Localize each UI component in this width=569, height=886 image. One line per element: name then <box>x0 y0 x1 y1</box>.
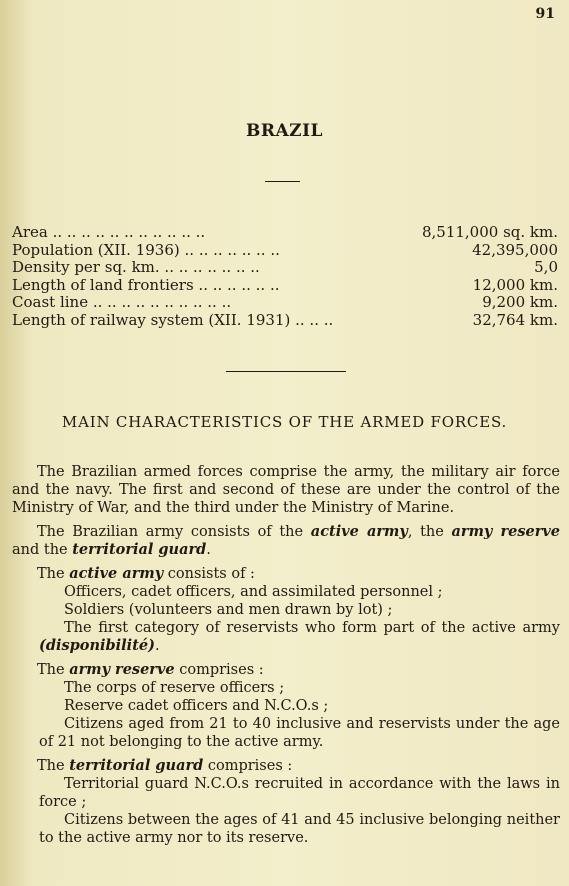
stat-value: 42,395,000 <box>472 240 558 259</box>
list-item: Soldiers (volunteers and men drawn by lot) ; <box>64 602 393 618</box>
stat-label: Density per sq. km. .. .. .. .. .. .. .. <box>12 258 260 276</box>
stat-label: Population (XII. 1936) .. .. .. .. .. .. .. <box>12 240 280 259</box>
title-divider <box>265 181 300 182</box>
stat-row-population <box>12 242 558 260</box>
stat-value: 32,764 km. <box>472 310 558 329</box>
list-item: Citizens between the ages of 41 and 45 inclusive belonging neither to the active army nor to its reserve. <box>39 812 560 846</box>
section-divider <box>226 371 346 372</box>
stat-value: 9,200 km. <box>482 293 558 311</box>
stat-label: Area .. .. .. .. .. .. .. .. .. .. .. <box>12 223 206 241</box>
stat-row-density <box>12 259 558 277</box>
stat-label: Length of land frontiers .. .. .. .. .. .. <box>12 275 280 294</box>
territorial-guard-intro: The territorial guard comprises : <box>37 757 293 774</box>
stat-row-railway <box>12 312 558 330</box>
stat-row-coast-line <box>12 294 558 312</box>
statistics-table <box>12 224 558 329</box>
army-reserve-section <box>12 661 560 751</box>
stat-label: Coast line .. .. .. .. .. .. .. .. .. .. <box>12 293 232 311</box>
paragraph-armed-forces: The Brazilian armed forces comprise the army, the military air force and the navy. The first and second of these are under the control of the Ministry of War, and the third under the Ministry of Marine. <box>12 464 560 516</box>
section-heading: MAIN CHARACTERISTICS OF THE ARMED FORCES. <box>61 413 508 431</box>
stat-row-area <box>12 224 558 242</box>
list-item: The first category of reservists who form part of the active army (disponibilité). <box>39 620 560 654</box>
list-item: Officers, cadet officers, and assimilated personnel ; <box>64 584 443 600</box>
stat-value: 12,000 km. <box>472 275 558 294</box>
stat-value: 5,0 <box>534 258 558 276</box>
active-army-intro: The active army consists of : <box>37 565 255 582</box>
page-title: BRAZIL <box>245 121 323 141</box>
list-item: Territorial guard N.C.O.s recruited in accordance with the laws in force ; <box>39 776 560 810</box>
stat-label: Length of railway system (XII. 1931) .. .. .. <box>12 310 334 329</box>
stat-row-land-frontiers <box>12 277 558 295</box>
active-army-section <box>12 565 560 655</box>
list-item: The corps of reserve officers ; <box>64 680 285 696</box>
list-item: Reserve cadet officers and N.C.O.s ; <box>64 698 329 714</box>
army-reserve-intro: The army reserve comprises : <box>37 661 264 678</box>
page-number: 91 <box>535 6 555 22</box>
body-text <box>12 463 560 853</box>
paragraph-army-composition: The Brazilian army consists of the active army, the army reserve and the territorial guard. <box>12 523 560 558</box>
list-item: Citizens aged from 21 to 40 inclusive and reservists under the age of 21 not belonging to the active army. <box>39 716 560 750</box>
territorial-guard-section <box>12 757 560 847</box>
stat-value: 8,511,000 sq. km. <box>421 223 558 241</box>
